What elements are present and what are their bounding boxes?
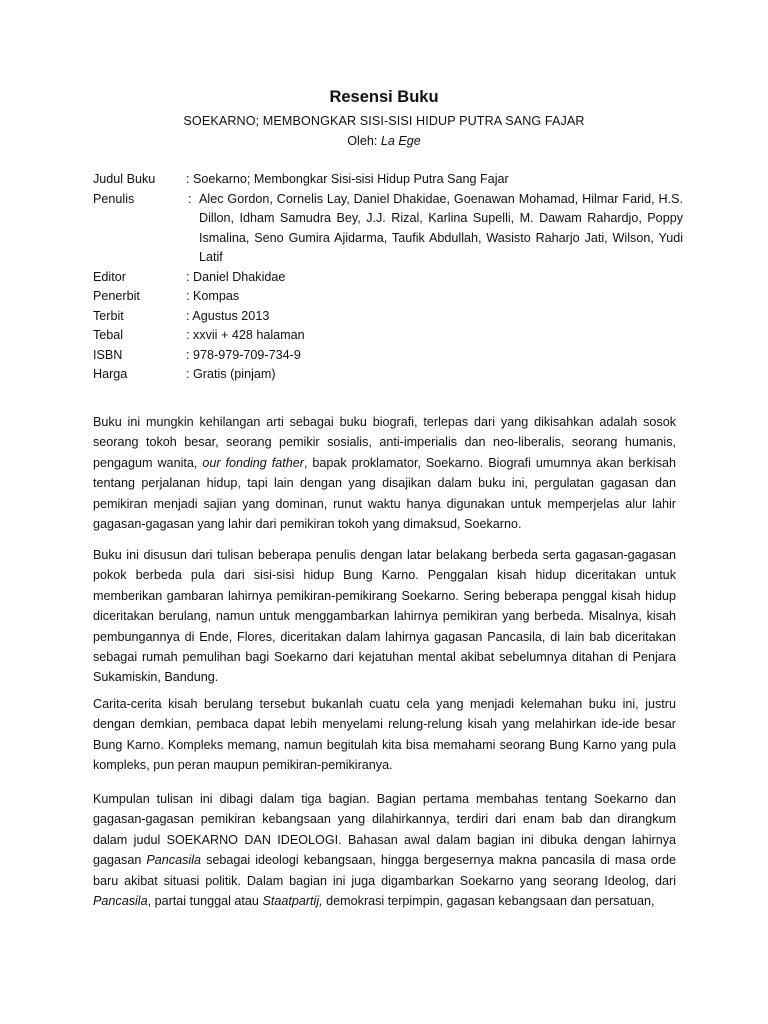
paragraph-3: Carita-cerita kisah berulang tersebut bukanlah cuatu cela yang menjadi kelemahan buku ini, justru dengan demkian, pembaca dapat lebih menyelami relung-relung kisah yang melahirkan ide-ide besar Bung Karno. Kompleks memang, namun begitulah kita bisa memahami seorang Bung Karno yang pula kompleks, pun peran maupun pemikiran-pemikiranya. [93, 697, 676, 773]
meta-value: : Agustus 2013 [186, 308, 270, 323]
italic-phrase: Staatpartij, [262, 894, 323, 909]
italic-phrase: Pancasila [93, 894, 148, 909]
meta-value: : Daniel Dhakidae [186, 269, 286, 284]
paragraph-4 [93, 789, 676, 911]
paragraph-text: Buku ini mungkin kehilangan arti sebagai buku biografi, terlepas dari yang dikisahkan adalah sosok seorang tokoh besar, seorang pemikir sosialis, anti-imperialis dan neo-liberalis, seorang humanis, pengagum wanita, [93, 415, 676, 470]
meta-row-penerbit [93, 287, 683, 307]
meta-value: : Soekarno; Membongkar Sisi-sisi Hidup Putra Sang Fajar [186, 172, 509, 186]
meta-value: : 978-979-709-734-9 [186, 347, 301, 362]
italic-phrase: Pancasila [146, 853, 201, 868]
book-subtitle: SOEKARNO; MEMBONGKAR SISI-SISI HIDUP PUTRA SANG FAJAR [183, 114, 585, 128]
meta-label: Tebal [93, 328, 124, 342]
meta-row-tebal [93, 326, 683, 346]
meta-label: Judul Buku [93, 172, 156, 186]
meta-value: Alec Gordon, Cornelis Lay, Daniel Dhakidae, Goenawan Mohamad, Hilmar Farid, H.S. Dillon, Idham Samudra Bey, J.J. Rizal, Karlina Supelli, M. Dawam Rahardjo, Poppy Ismalina, Seno Gumira Ajidarma, Taufik Abdullah, Wasisto Raharjo Jati, Wilson, Yudi Latif [199, 191, 683, 264]
paragraph-text: demokrasi terpimpin, gagasan kebangsaan dan persatuan, [322, 894, 655, 909]
meta-label: Editor [93, 269, 126, 284]
meta-row-penulis [93, 190, 683, 268]
meta-label: Harga [93, 367, 128, 381]
meta-colon: : [188, 191, 192, 206]
italic-phrase: our fonding father [202, 455, 304, 470]
paragraph-text: sebagai ideologi kebangsaan, hingga bergesernya makna pancasila di masa orde baru akibat situasi politik. Dalam bagian ini juga digambarkan Soekarno yang seorang Ideolog, dari [93, 853, 676, 888]
author-prefix: Oleh: [347, 134, 381, 148]
paragraph-text: , partai tunggal atau [147, 894, 263, 909]
meta-label: Terbit [93, 308, 124, 323]
author-name: La Ege [380, 134, 421, 148]
book-metadata [93, 170, 683, 385]
page-title: Resensi Buku [329, 88, 439, 106]
meta-row-isbn [93, 346, 683, 366]
meta-value: : xxvii + 428 halaman [186, 328, 305, 342]
paragraph-2: Buku ini disusun dari tulisan beberapa penulis dengan latar belakang berbeda serta gagasan-gagasan pokok berbeda pula dari sisi-sisi hidup Bung Karno. Penggalan kisah hidup diceritakan untuk memberikan gambaran lahirnya pemikiran-pemikirang Soekarno. Sering beberapa penggal kisah hidup diceritakan berulang, namun untuk menggambarkan lahirnya pemikiran yang berbeda. Misalnya, kisah pembungannya di Ende, Flores, diceritakan dalam lahirnya gagasan Pancasila, di lain bab diceritakan sebagai rumah pemulihan bagi Soekarno dari kejatuhan mental akibat sebelumnya ditahan di Penjara Sukamiskin, Bandung. [93, 548, 676, 685]
meta-value-wrap [186, 190, 683, 268]
paragraph-1 [93, 412, 676, 534]
meta-row-editor [93, 268, 683, 288]
meta-row-terbit [93, 307, 683, 327]
meta-label: Penerbit [93, 289, 140, 303]
meta-value: : Kompas [186, 289, 240, 303]
meta-label: Penulis [93, 191, 135, 206]
meta-row-harga [93, 365, 683, 385]
review-author [0, 134, 768, 148]
paragraph-text: , bapak proklamator, Soekarno. Biografi umumnya akan berkisah tentang perjalanan hidup, tapi lain dengan yang disajikan dalam buku ini, pergulatan gagasan dan pemikiran menjadi sajian yang dominan, runut waktu hanya digunakan untuk memperjelas alur lahir gagasan-gagasan yang lahir dari pemikiran tokoh yang dimaksud, Soekarno. [93, 455, 677, 532]
paragraph-text: Kumpulan tulisan ini dibagi dalam tiga bagian. Bagian pertama membahas tentang Soekarno dan gagasan-gagasan pemikiran kebangsaan yang dilahirkannya, terdiri dari enam bab dan dirangkum dalam judul SOEKARNO DAN IDEOLOGI. Bahasan awal dalam bagian ini dibuka dengan lahirnya gagasan [93, 792, 676, 868]
meta-row-judul [93, 170, 683, 190]
meta-label: ISBN [93, 347, 123, 362]
meta-value: : Gratis (pinjam) [186, 367, 276, 381]
